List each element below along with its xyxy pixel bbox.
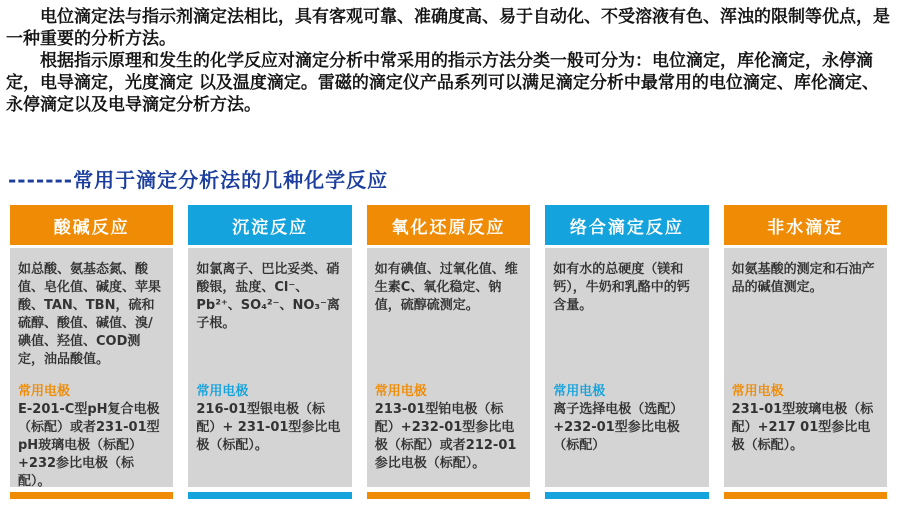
card-title: 酸碱反应 — [10, 205, 173, 245]
card-bottom-strip — [724, 492, 887, 499]
electrode-section-label: 常用电极 — [18, 384, 71, 399]
card-nonaqueous-titration — [724, 205, 887, 499]
electrode-section-label: 常用电极 — [374, 384, 427, 399]
card-bottom-strip — [10, 492, 173, 499]
section-title: -------常用于滴定分析法的几种化学反应 — [8, 168, 389, 192]
electrode-section-label: 常用电极 — [553, 384, 606, 399]
card-bottom-strip — [545, 492, 708, 499]
intro-paragraph-2: 根据指示原理和发生的化学反应对滴定分析中常采用的指示方法分类一般可分为：电位滴定，库伦滴定，永停滴定，电导滴定，光度滴定 以及温度滴定。雷磁的滴定仪产品系列可以满足滴定分析中最常用的电位滴定、库伦滴定、永停滴定以及电导滴定分析方法。 — [6, 51, 879, 115]
electrode-section-label: 常用电极 — [196, 384, 249, 399]
electrode-details: E-201-C型pH复合电极（标配）或者231-01型pH玻璃电极（标配）+232参比电极（标配）。 — [18, 402, 160, 489]
card-description: 如氯离子、巴比妥类、硝酸银，盐度、Cl⁻、Pb²⁺、SO₄²⁻、NO₃⁻离子根。 — [196, 262, 340, 331]
card-description: 如有碘值、过氧化值、维生素C、氧化稳定、钠值，硫醇硫测定。 — [374, 262, 518, 313]
electrode-section-label: 常用电极 — [731, 384, 784, 399]
card-description: 如氨基酸的测定和石油产品的碱值测定。 — [731, 262, 875, 295]
card-body — [724, 248, 887, 487]
card-body — [10, 248, 173, 487]
card-description: 如总酸、氨基态氮、酸值、皂化值、碱度、苹果酸、TAN、TBN，硫和硫醇、酸值、碱值、溴/碘值、羟值、COD测定，油品酸值。 — [18, 262, 162, 367]
reaction-cards-row — [10, 205, 887, 499]
electrode-details: 213-01型铂电极（标配）+232-01型参比电极（标配）或者212-01参比电极（标配）。 — [374, 402, 517, 471]
intro-paragraph-1: 电位滴定法与指示剂滴定法相比，具有客观可靠、准确度高、易于自动化、不受溶液有色、浑浊的限制等优点，是一种重要的分析方法。 — [6, 7, 890, 49]
electrode-details: 离子选择电极（选配）+232-01型参比电极（标配） — [553, 402, 684, 453]
card-acid-base-reaction — [10, 205, 173, 499]
card-title: 氧化还原反应 — [367, 205, 530, 245]
card-body — [188, 248, 351, 487]
card-bottom-strip — [188, 492, 351, 499]
card-bottom-strip — [367, 492, 530, 499]
electrode-details: 216-01型银电极（标配）+ 231-01型参比电极（标配）。 — [196, 402, 341, 453]
electrode-details: 231-01型玻璃电极（标配）+217 01型参比电极（标配）。 — [731, 402, 874, 453]
card-title: 络合滴定反应 — [545, 205, 708, 245]
intro-text-block — [0, 0, 900, 116]
card-redox-reaction — [367, 205, 530, 499]
card-complexometric-titration — [545, 205, 708, 499]
card-title: 沉淀反应 — [188, 205, 351, 245]
card-body — [367, 248, 530, 487]
card-precipitation-reaction — [188, 205, 351, 499]
card-title: 非水滴定 — [724, 205, 887, 245]
card-description: 如有水的总硬度（镁和钙），牛奶和乳酪中的钙含量。 — [553, 262, 690, 313]
card-body — [545, 248, 708, 487]
